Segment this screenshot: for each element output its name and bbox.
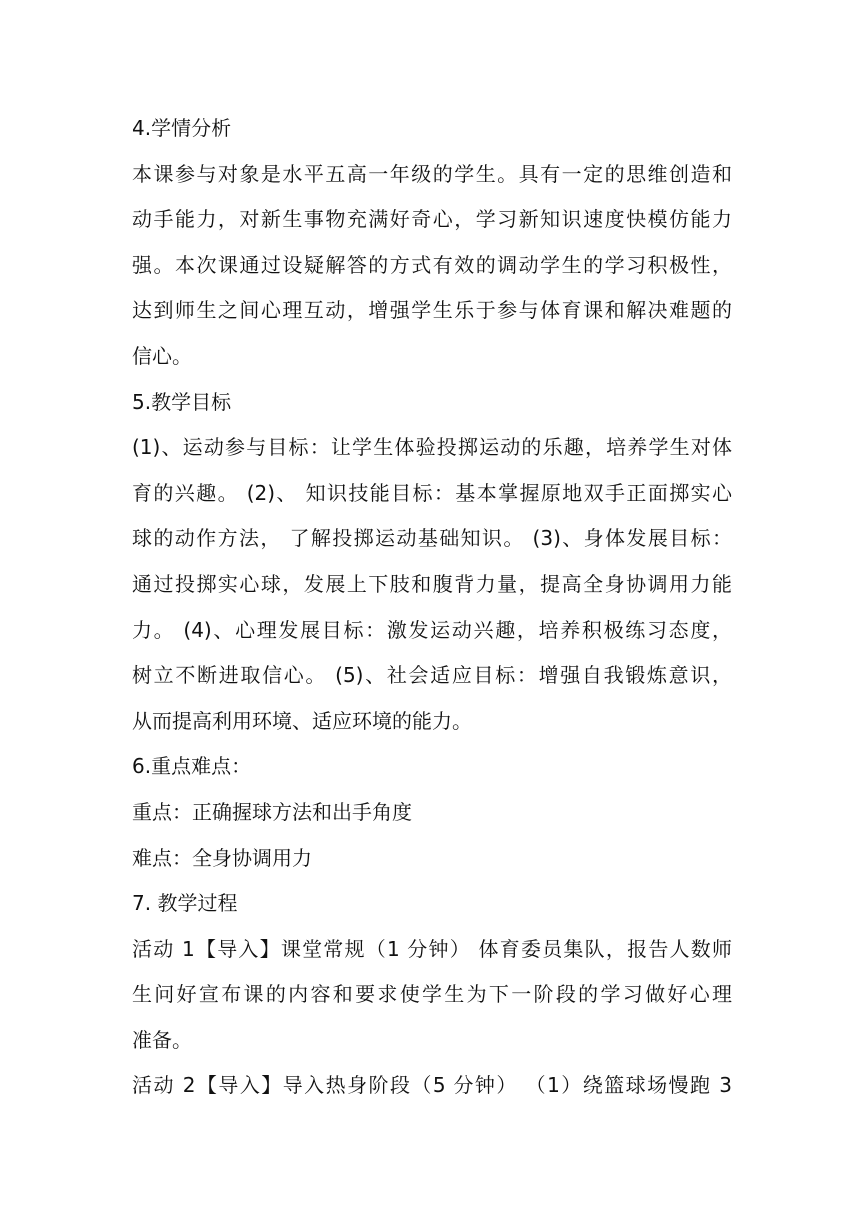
paragraph-line: 准备。 — [132, 1027, 192, 1052]
paragraph-line: (1)、运动参与目标：让学生体验投掷运动的乐趣，培养学生对体 — [132, 435, 732, 460]
section-heading-teaching-objectives: 5.教学目标 — [132, 389, 232, 414]
section-heading-teaching-process: 7. 教学过程 — [132, 891, 238, 916]
paragraph-line: 活动 2【导入】导入热身阶段（5 分钟） （1）绕篮球场慢跑 3 — [132, 1073, 732, 1098]
key-point-line: 重点：正确握球方法和出手角度 — [132, 799, 412, 824]
paragraph-line: 生问好宣布课的内容和要求使学生为下一阶段的学习做好心理 — [132, 982, 732, 1007]
section-heading-key-points: 6.重点难点： — [132, 754, 252, 779]
paragraph-line: 树立不断进取信心。 (5)、社会适应目标：增强自我锻炼意识， — [132, 663, 732, 688]
paragraph-line: 通过投掷实心球，发展上下肢和腹背力量，提高全身协调用力能 — [132, 571, 732, 596]
paragraph-line: 达到师生之间心理互动，增强学生乐于参与体育课和解决难题的 — [132, 298, 732, 323]
paragraph-line: 育的兴趣。 (2)、 知识技能目标：基本掌握原地双手正面掷实心 — [132, 480, 732, 505]
paragraph-line: 活动 1【导入】课堂常规（1 分钟） 体育委员集队，报告人数师 — [132, 936, 732, 961]
section-heading-learner-analysis: 4.学情分析 — [132, 116, 232, 140]
paragraph-line: 动手能力，对新生事物充满好奇心，学习新知识速度快模仿能力 — [132, 207, 732, 232]
difficulty-line: 难点：全身协调用力 — [132, 845, 312, 870]
document-body — [132, 106, 732, 1109]
paragraph-line: 信心。 — [132, 343, 192, 368]
paragraph-line: 从而提高利用环境、适应环境的能力。 — [132, 708, 472, 733]
paragraph-line: 本课参与对象是水平五高一年级的学生。具有一定的思维创造和 — [132, 161, 732, 186]
paragraph-line: 强。本次课通过设疑解答的方式有效的调动学生的学习积极性， — [132, 252, 732, 277]
paragraph-line: 球的动作方法， 了解投掷运动基础知识。 (3)、身体发展目标： — [132, 526, 732, 551]
paragraph-line: 力。 (4)、心理发展目标：激发运动兴趣，培养积极练习态度， — [132, 617, 732, 642]
